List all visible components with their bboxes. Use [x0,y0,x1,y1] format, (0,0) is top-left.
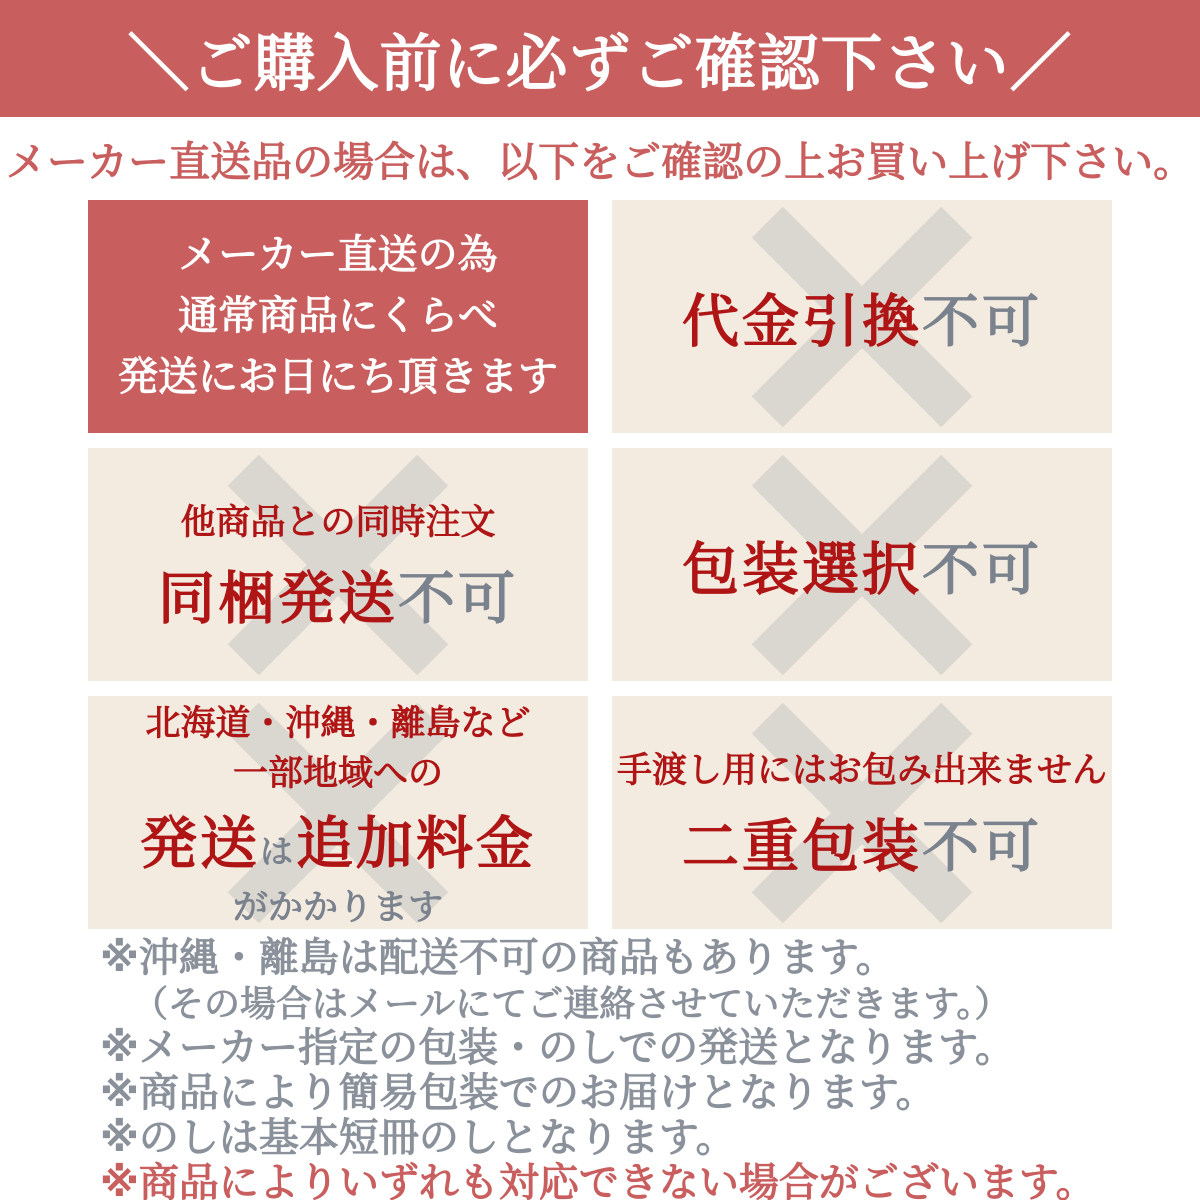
remote-fee-text [140,696,536,929]
note-simple-packaging: ※商品により簡易包装でのお届けとなります。 [100,1071,936,1115]
direct-shipping-line-1: メーカー直送の為 [178,233,498,277]
remote-fee-shipping-label: 発送 [140,811,260,876]
note-okinawa-remote-islands: ※沖縄・離島は配送不可の商品もあります。 [100,936,896,980]
notice-box-double-wrapping [612,696,1112,929]
direct-shipping-text [118,225,558,408]
remote-fee-top-line-1: 北海道・沖縄・離島など [145,703,531,743]
double-wrapping-main-line [617,801,1107,883]
remote-fee-extra-charge-label: 追加料金 [296,811,536,876]
note-may-not-support: ※商品によりいずれも対応できない場合がございます。 [100,1161,1096,1200]
notice-box-bundle-shipping [88,448,588,681]
double-wrapping-top-line: 手渡し用にはお包み出来ません [616,750,1107,790]
note-maker-specified-wrapping: ※メーカー指定の包装・のしでの発送となります。 [100,1026,1015,1070]
notice-box-remote-area-fee [88,696,588,929]
remote-fee-bottom-line: がかかります [232,887,443,927]
cod-label: 代金引換 [682,289,922,354]
wrap-selection-text [682,524,1042,606]
notice-box-cod-unavailable [612,200,1112,433]
remote-fee-particle: は [260,832,296,870]
cod-not-allowed: 不可 [922,289,1042,354]
note-email-contact: （その場合はメールにてご連絡させていただきます。） [132,983,1011,1024]
subtitle-row [0,117,1200,200]
direct-shipping-line-3: 発送にお日にち頂きます [118,355,558,399]
bundle-top-line: 他商品との同時注文 [180,502,496,542]
bundle-text [158,495,518,635]
double-wrapping-not-allowed: 不可 [921,814,1042,879]
header-banner [0,0,1200,117]
bundle-label: 同梱発送 [158,566,398,631]
remote-fee-main-line [140,798,536,880]
wrap-selection-label: 包装選択 [682,537,922,602]
subtitle-text: メーカー直送品の場合は、以下をご確認の上お買い上げ下さい。 [5,139,1195,185]
page-title: ＼ご購入前に必ずご確認下さい／ [127,30,1073,99]
bundle-not-allowed: 不可 [398,566,518,631]
double-wrapping-label: 二重包装 [681,814,922,879]
notice-box-wrap-selection [612,448,1112,681]
wrap-selection-not-allowed: 不可 [922,537,1042,602]
double-wrapping-text [617,743,1107,883]
direct-shipping-line-2: 通常商品にくらべ [178,294,498,338]
cod-text [682,276,1042,358]
notice-box-direct-shipping [88,200,588,433]
bundle-main-line [158,553,518,635]
notice-grid [88,200,1112,929]
footer-notes [100,936,1200,1200]
note-noshi-tanzaku: ※のしは基本短冊のしとなります。 [100,1116,736,1160]
remote-fee-top-line-2: 一部地域への [232,753,443,793]
